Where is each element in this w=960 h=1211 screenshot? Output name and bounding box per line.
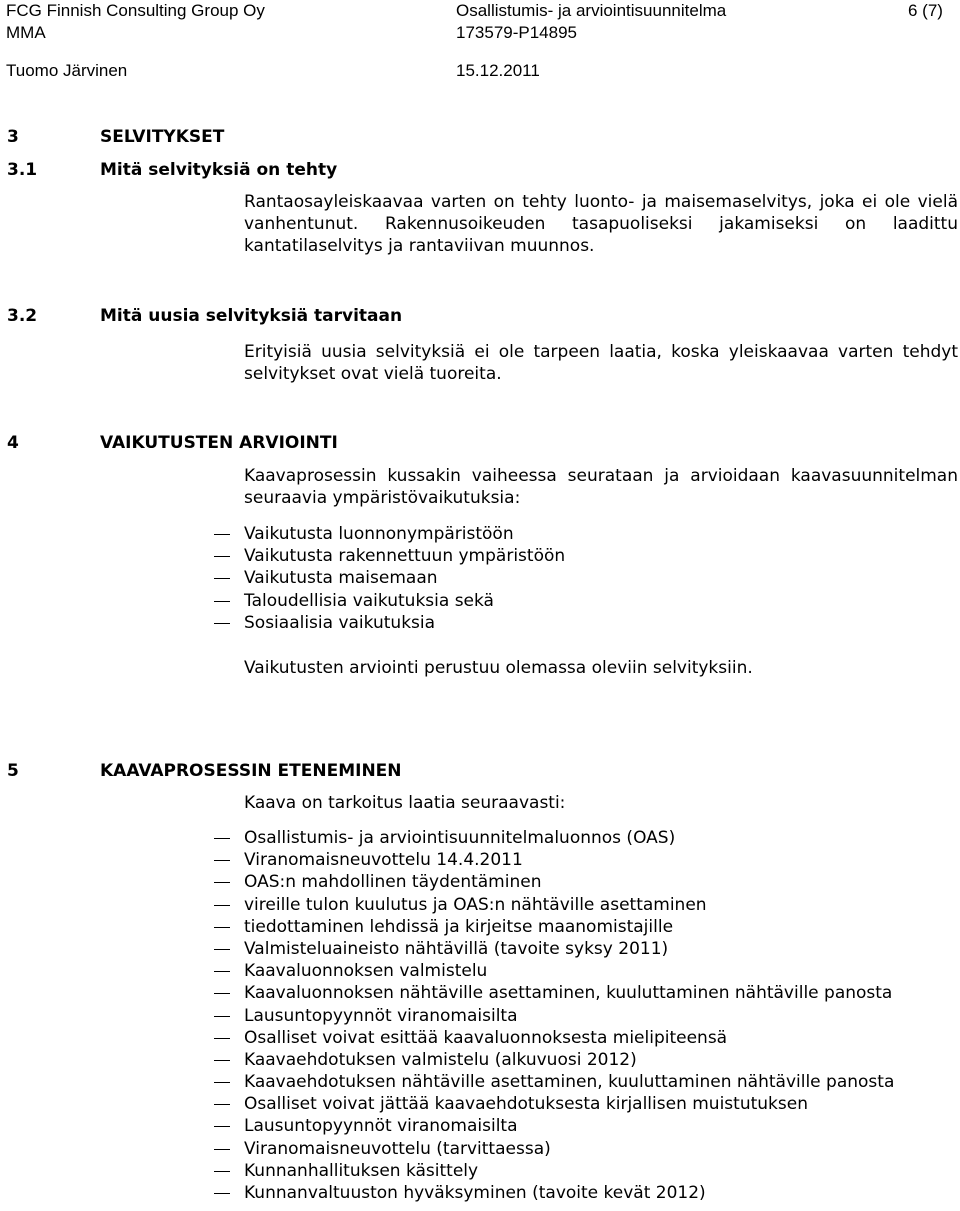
dash-icon <box>214 971 230 972</box>
dash-icon <box>214 949 230 950</box>
dash-icon <box>214 860 230 861</box>
list-item: Osalliset voivat esittää kaavaluonnoksesta mielipiteensä <box>214 1027 894 1049</box>
section-number: 3 <box>7 127 19 147</box>
section-3-2-heading <box>7 305 402 327</box>
header-doc-id: 173579-P14895 <box>456 23 578 42</box>
dash-icon <box>214 1082 230 1083</box>
header-page-number: 6 (7) <box>908 1 943 20</box>
header-author: Tuomo Järvinen <box>6 61 128 80</box>
section-title: KAAVAPROSESSIN ETENEMINEN <box>100 761 402 781</box>
dash-icon <box>214 927 230 928</box>
list-item: Lausuntopyynnöt viranomaisilta <box>214 1115 894 1137</box>
list-item: vireille tulon kuulutus ja OAS:n nähtäville asettaminen <box>214 894 894 916</box>
list-item: Kunnanvaltuuston hyväksyminen (tavoite kevät 2012) <box>214 1182 894 1204</box>
header-date: 15.12.2011 <box>456 61 540 80</box>
impact-list <box>214 523 565 634</box>
dash-icon <box>214 601 230 602</box>
dash-icon <box>214 905 230 906</box>
dash-icon <box>214 1016 230 1017</box>
section-3-1-heading <box>7 159 337 181</box>
list-item: Kaavaluonnoksen valmistelu <box>214 960 894 982</box>
section-4-heading <box>7 432 338 454</box>
list-item: Vaikutusta rakennettuun ympäristöön <box>214 545 565 567</box>
section-4-outro: Vaikutusten arviointi perustuu olemassa oleviin selvityksiin. <box>244 658 753 678</box>
header-dept: MMA <box>6 23 46 42</box>
list-item: Kaavaehdotuksen nähtäville asettaminen, kuuluttaminen nähtäville panosta <box>214 1071 894 1093</box>
dash-icon <box>214 534 230 535</box>
list-item: Kaavaluonnoksen nähtäville asettaminen, kuuluttaminen nähtäville panosta <box>214 982 894 1004</box>
header-company: FCG Finnish Consulting Group Oy <box>6 1 265 20</box>
dash-icon <box>214 1104 230 1105</box>
dash-icon <box>214 1126 230 1127</box>
list-item: Viranomaisneuvottelu (tarvittaessa) <box>214 1138 894 1160</box>
dash-icon <box>214 1193 230 1194</box>
section-title: VAIKUTUSTEN ARVIOINTI <box>100 433 338 453</box>
section-number: 3.2 <box>7 306 38 326</box>
list-item: tiedottaminen lehdissä ja kirjeitse maanomistajille <box>214 916 894 938</box>
list-item: Osalliset voivat jättää kaavaehdotuksesta kirjallisen muistutuksen <box>214 1093 894 1115</box>
list-item: Vaikutusta luonnonympäristöön <box>214 523 565 545</box>
list-item: Sosiaalisia vaikutuksia <box>214 612 565 634</box>
list-item: Viranomaisneuvottelu 14.4.2011 <box>214 849 894 871</box>
list-item: Taloudellisia vaikutuksia sekä <box>214 590 565 612</box>
list-item: Osallistumis- ja arviointisuunnitelmaluonnos (OAS) <box>214 827 894 849</box>
dash-icon <box>214 882 230 883</box>
header-doc-title: Osallistumis- ja arviointisuunnitelma <box>456 1 727 20</box>
section-title: Mitä selvityksiä on tehty <box>100 160 338 180</box>
list-item: Valmisteluaineisto nähtävillä (tavoite syksy 2011) <box>214 938 894 960</box>
section-number: 5 <box>7 761 19 781</box>
section-3-1-paragraph: Rantaosayleiskaavaa varten on tehty luonto- ja maisemaselvitys, joka ei ole vielä vanhentunut. Rakennusoikeuden tasapuoliseksi jakamiseksi on laadittu kantatilaselvitys ja rantaviivan muunnos. <box>244 192 958 257</box>
section-number: 3.1 <box>7 160 38 180</box>
section-number: 4 <box>7 433 19 453</box>
dash-icon <box>214 1038 230 1039</box>
section-5-heading <box>7 760 402 782</box>
dash-icon <box>214 1060 230 1061</box>
section-3-2-paragraph: Erityisiä uusia selvityksiä ei ole tarpeen laatia, koska yleiskaavaa varten tehdyt selvitykset ovat vielä tuoreita. <box>244 342 958 385</box>
dash-icon <box>214 556 230 557</box>
list-item: Kunnanhallituksen käsittely <box>214 1160 894 1182</box>
section-title: Mitä uusia selvityksiä tarvitaan <box>100 306 403 326</box>
dash-icon <box>214 623 230 624</box>
list-item: Lausuntopyynnöt viranomaisilta <box>214 1005 894 1027</box>
dash-icon <box>214 1171 230 1172</box>
section-3-heading <box>7 126 224 148</box>
section-title: SELVITYKSET <box>100 127 225 147</box>
dash-icon <box>214 1149 230 1150</box>
dash-icon <box>214 993 230 994</box>
section-4-intro: Kaavaprosessin kussakin vaiheessa seurataan ja arvioidaan kaavasuunnitelman seuraavia ympäristövaikutuksia: <box>244 466 958 509</box>
section-5-intro: Kaava on tarkoitus laatia seuraavasti: <box>244 793 566 813</box>
list-item: Kaavaehdotuksen valmistelu (alkuvuosi 2012) <box>214 1049 894 1071</box>
process-steps-list <box>214 827 894 1204</box>
dash-icon <box>214 578 230 579</box>
list-item: OAS:n mahdollinen täydentäminen <box>214 871 894 893</box>
dash-icon <box>214 838 230 839</box>
list-item: Vaikutusta maisemaan <box>214 567 565 589</box>
